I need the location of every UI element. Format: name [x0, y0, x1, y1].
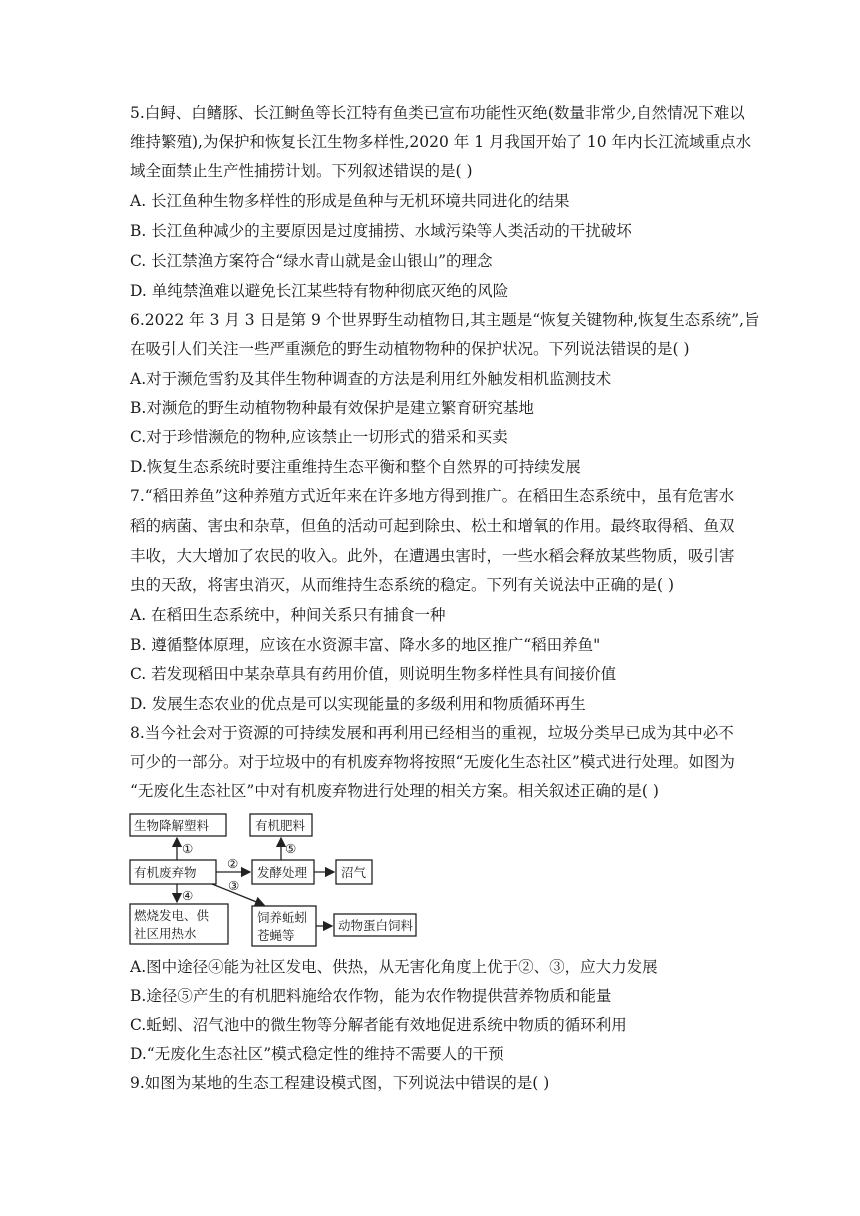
q6-option-b: B.对濒危的野生动植物物种最有效保护是建立繁育研究基地 [130, 399, 534, 417]
q7-stem-line-1: 7.“稻田养鱼”这种养殖方式近年来在许多地方得到推广。在稻田生态系统中，虽有危害水 [130, 487, 735, 505]
route-5-number: ⑤ [285, 841, 297, 856]
fertilizer-label: 有机肥料 [255, 818, 306, 833]
burn-label-line-1: 燃烧发电、供 [134, 908, 210, 923]
feed-label-line-2: 苍蝇等 [257, 928, 295, 943]
q5-option-b: B. 长江鱼种减少的主要原因是过度捕捞、水域污染等人类活动的干扰破坏 [130, 222, 632, 240]
q5-option-d: D. 单纯禁渔难以避免长江某些特有物种彻底灭绝的风险 [130, 282, 509, 300]
q8-option-a: A.图中途径④能为社区发电、供热，从无害化角度上优于②、③，应大力发展 [130, 958, 658, 976]
q7-option-d: D. 发展生态农业的优点是可以实现能量的多级利用和物质循环再生 [130, 695, 586, 713]
fermentation-label: 发酵处理 [257, 865, 308, 880]
q6-option-d: D.恢复生态系统时要注重维持生态平衡和整个自然界的可持续发展 [130, 458, 581, 476]
protein-feed-label: 动物蛋白饲料 [338, 918, 414, 933]
q5-stem-line-3: 域全面禁止生产性捕捞计划。下列叙述错误的是( ) [130, 162, 473, 180]
route-1-number: ① [182, 841, 194, 856]
q9-stem-line-1: 9.如图为某地的生态工程建设模式图，下列说法中错误的是( ) [130, 1074, 550, 1092]
q7-option-a: A. 在稻田生态系统中，种间关系只有捕食一种 [130, 606, 446, 624]
q6-option-c: C.对于珍惜濒危的物种,应该禁止一切形式的猎采和买卖 [130, 428, 508, 446]
q6-option-a: A.对于濒危雪豹及其伴生物种调查的方法是利用红外触发相机监测技术 [130, 370, 612, 388]
organic-waste-label: 有机废弃物 [134, 865, 197, 880]
q7-stem-line-2: 稻的病菌、害虫和杂草，但鱼的活动可起到除虫、松土和增氧的作用。最终取得稻、鱼双 [130, 517, 735, 535]
route-3-number: ③ [228, 878, 240, 893]
q5-stem-line-2: 维持繁殖),为保护和恢复长江生物多样性,2020 年 1 月我国开始了 10 年内长江流域重点水 [130, 133, 752, 151]
biogas-label: 沼气 [341, 865, 367, 880]
q7-option-b: B. 遵循整体原理，应该在水资源丰富、降水多的地区推广“稻田养鱼" [130, 636, 601, 654]
q8-option-d: D.“无废化生态社区”模式稳定性的维持不需要人的干预 [130, 1045, 504, 1063]
q6-stem-line-2: 在吸引人们关注一些严重濒危的野生动植物物种的保护状况。下列说法错误的是( ) [130, 340, 690, 358]
q7-stem-line-4: 虫的天敌，将害虫消灭，从而维持生态系统的稳定。下列有关说法中正确的是( ) [130, 576, 675, 594]
q8-option-c: C.蚯蚓、沼气池中的微生物等分解者能有效地促进系统中物质的循环利用 [130, 1016, 627, 1034]
q6-stem-line-1: 6.2022 年 3 月 3 日是第 9 个世界野生动植物日,其主题是“恢复关键物种,恢复生态系统”,旨 [130, 311, 760, 329]
q8-option-b: B.途径⑤产生的有机肥料施给农作物，能为农作物提供营养物质和能量 [130, 987, 612, 1005]
bioplastic-label: 生物降解塑料 [134, 818, 210, 833]
q8-flow-diagram [120, 808, 440, 954]
q7-stem-line-3: 丰收，大大增加了农民的收入。此外，在遭遇虫害时，一些水稻会释放某些物质，吸引害 [130, 547, 735, 565]
burn-label-line-2: 社区用热水 [134, 926, 197, 941]
q5-option-a: A. 长江鱼种生物多样性的形成是鱼种与无机环境共同进化的结果 [130, 192, 570, 210]
q5-option-c: C. 长江禁渔方案符合“绿水青山就是金山银山”的理念 [130, 252, 493, 270]
q8-stem-line-3: “无废化生态社区”中对有机废弃物进行处理的相关方案。相关叙述正确的是( ) [130, 782, 659, 800]
q8-stem-line-1: 8.当今社会对于资源的可持续发展和再利用已经相当的重视，垃圾分类早已成为其中必不 [130, 724, 734, 742]
q7-option-c: C. 若发现稻田中某杂草具有药用价值，则说明生物多样性具有间接价值 [130, 665, 617, 683]
route-4-number: ④ [182, 888, 194, 903]
q8-stem-line-2: 可少的一部分。对于垃圾中的有机废弃物将按照“无废化生态社区”模式进行处理。如图为 [130, 753, 735, 771]
q5-stem-line-1: 5.白鲟、白鳍豚、长江鲥鱼等长江特有鱼类已宣布功能性灭绝(数量非常少,自然情况下难以 [130, 104, 745, 122]
feed-label-line-1: 饲养蚯蚓 [257, 910, 308, 925]
route-2-number: ② [227, 856, 239, 871]
